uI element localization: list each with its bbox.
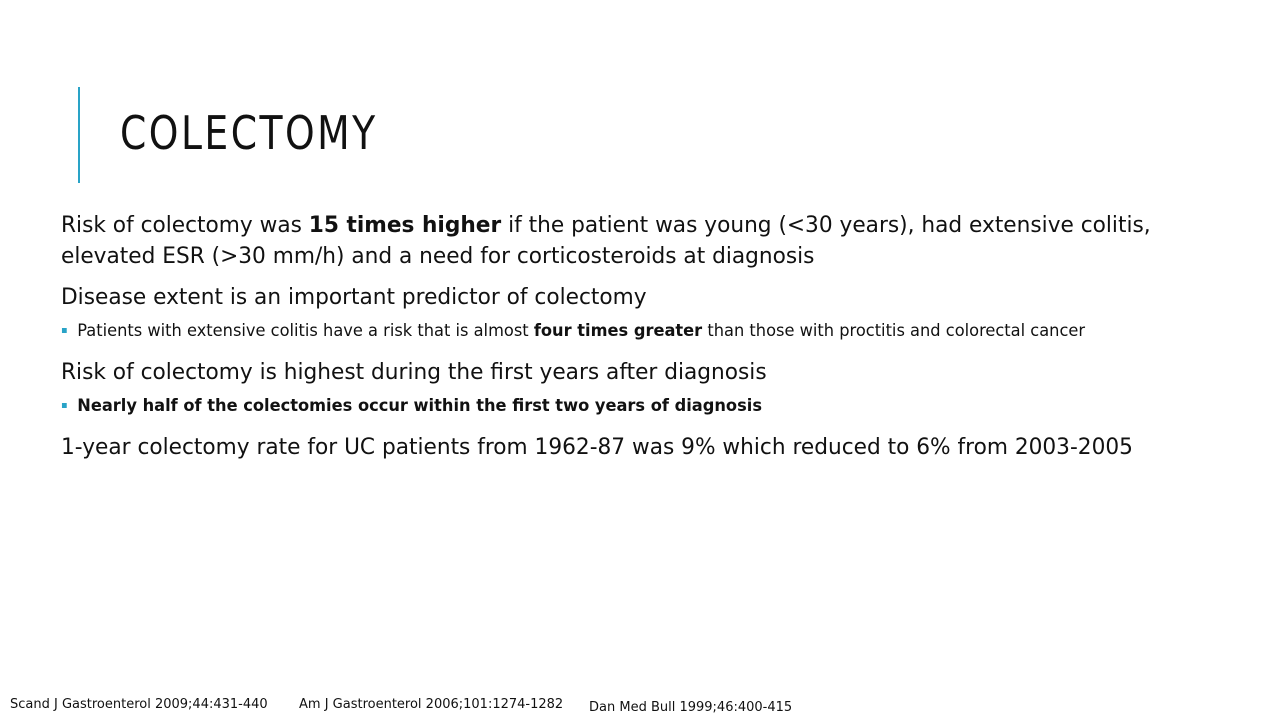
references-footer <box>0 695 1280 715</box>
slide-content <box>61 210 1231 473</box>
text-segment: than those with proctitis and colorectal cancer <box>702 321 1086 341</box>
paragraph-colectomy-rate: 1-year colectomy rate for UC patients from 1962-87 was 9% which reduced to 6% from 2003-2005 <box>61 435 1133 460</box>
sub-bullet-extensive-colitis <box>61 319 1178 343</box>
text-segment: if the patient was young (<30 years), had extensive colitis, elevated ESR (>30 mm/h) and a need for corticosteroids at diagnosis <box>61 213 1151 269</box>
square-bullet-icon <box>62 403 67 408</box>
paragraph-risk-factors <box>61 210 1213 272</box>
sub-bullet-first-two-years <box>61 394 1178 418</box>
slide-title: COLECTOMY <box>120 106 378 160</box>
emphasis-text: 15 times higher <box>308 213 502 238</box>
title-accent-bar <box>78 87 80 183</box>
square-bullet-icon <box>62 328 67 333</box>
text-segment: Risk of colectomy was <box>61 213 309 238</box>
reference-scand-j-gastroenterol: Scand J Gastroenterol 2009;44:431-440 <box>10 697 268 712</box>
reference-am-j-gastroenterol: Am J Gastroenterol 2006;101:1274-1282 <box>299 697 564 712</box>
text-segment: Patients with extensive colitis have a risk that is almost <box>77 321 534 341</box>
paragraph-disease-extent: Disease extent is an important predictor of colectomy <box>61 285 647 310</box>
paragraph-timing: Risk of colectomy is highest during the first years after diagnosis <box>61 360 767 385</box>
reference-dan-med-bull: Dan Med Bull 1999;46:400-415 <box>589 700 793 715</box>
text-segment: Nearly half of the colectomies occur within the first two years of diagnosis <box>77 396 762 416</box>
emphasis-text: four times greater <box>533 321 703 341</box>
